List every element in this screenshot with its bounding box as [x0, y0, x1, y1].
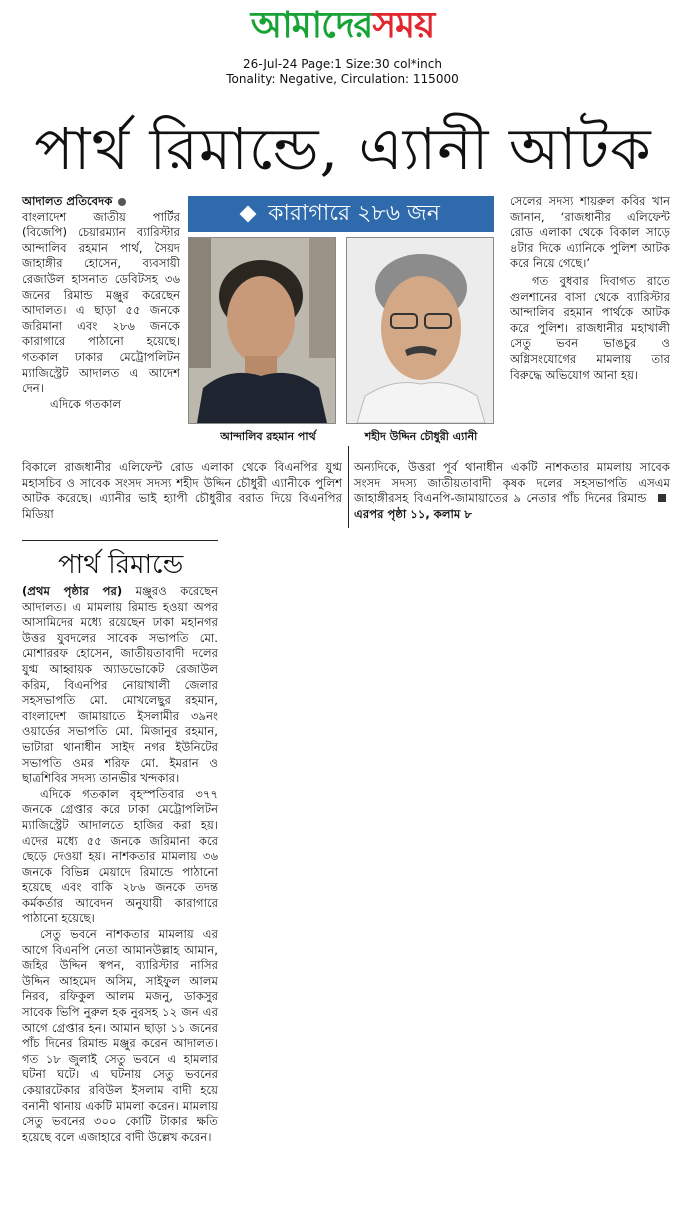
diamond-icon	[240, 206, 257, 223]
clipping-meta-line1: 26-Jul-24 Page:1 Size:30 col*inch	[243, 57, 442, 71]
continuation-column	[22, 584, 218, 1145]
paragraph: গত বুধবার দিবাগত রাতে গুলশানের বাসা থেকে ব্যারিস্টার আন্দালিব রহমান পার্থকে আটক করে পুলিশ। রাজধানীর মহাখালী সেতু ভবন ভাঙচুর ও অগ্নিসংযোগের মামলায় তার বিরুদ্ধে অভিযোগ আনা হয়।	[510, 273, 670, 382]
jump-line: এরপর পৃষ্ঠা ১১, কলাম ৮	[354, 506, 472, 521]
square-bullet-icon	[658, 494, 666, 502]
continuation-title: পার্থ রিমান্ডে	[58, 550, 184, 580]
article-column-1	[22, 194, 180, 412]
section-rule	[22, 540, 218, 541]
masthead-part2: সময়	[372, 4, 435, 46]
paragraph: সেলের সদস্য শায়রুল কবির খান জানান, ‘রাজধানীর এলিফেন্ট রোড এলাকা থেকে বিকাল সাড়ে ৪টার দিকে এ্যানিকে পুলিশ আটক করে নিয়ে গেছে।’	[510, 194, 670, 271]
byline-text: আদালত প্রতিবেদক	[22, 194, 113, 208]
paragraph-text: মঞ্জুরও করেছেন আদালত। এ মামলায় রিমান্ড হওয়া অপর আসামিদের মধ্যে রয়েছেন ঢাকা মহানগর উত্তর যুবদলের সাবেক সভাপতি মো. মোশাররফ হোসেন, জাতীয়তাবাদী দলের যুগ্ম আহ্বায়ক অ্যাডভোকেট রেজাউল করিম, বিএনপির নোয়াখালী জেলার সহসভাপতি মো. মোখলেছুর রহমান, বাংলাদেশ জামায়াতে ইসলামীর ৩৯নং ওয়ার্ডের সভাপতি মো. মিজানুর রহমান, ভাটারা থানাধীন সাইদ নগর ইউনিটের সভাপতি ওমর শরিফ মো. ইমরান ও ছাত্রশিবির সদস্য তানভীর খন্দকার।	[22, 584, 218, 786]
article-wide-left: বিকালে রাজধানীর এলিফেন্ট রোড এলাকা থেকে বিএনপির যুগ্ম মহাসচিব ও সাবেক সংসদ সদস্য শহীদ উদ্দিন চৌধুরী এ্যানীকে পুলিশ আটক করেছে। এ্যানীর ভাই হ্যাপী চৌধুরীর বরাত দিয়ে বিএনপির মিডিয়া	[22, 460, 342, 521]
paragraph: বাংলাদেশ জাতীয় পার্টির (বিজেপি) চেয়ারম্যান ব্যারিস্টার আন্দালিব রহমান পার্থ, সৈয়দ জাহাঙ্গীর হোসেন, ব্যবসায়ী রেজাউল হাসনাত ডেবিটসহ ৩৬ জনের রিমান্ড মঞ্জুর করেছেন আদালত। এ ছাড়া ৫৫ জনকে জরিমানা এবং ২৮৬ জনকে কারাগারে পাঠানো হয়েছে। গতকাল ঢাকার মেট্রোপলিটন ম্যাজিস্ট্রেট আদালত এ আদেশ দেন।	[22, 209, 180, 396]
byline	[22, 194, 180, 210]
column-divider	[348, 446, 349, 528]
photo-caption-right: শহীদ উদ্দিন চৌধুরী এ্যানী	[364, 430, 478, 443]
photo-andalib-rahman-partho	[188, 237, 336, 424]
article-headline: পার্থ রিমান্ডে, এ্যানী আটক	[34, 115, 652, 183]
article-wide-right	[354, 460, 670, 522]
bullet-icon	[118, 198, 126, 206]
newspaper-masthead	[0, 0, 685, 50]
article-column-3	[510, 194, 670, 383]
continuation-lead: (প্রথম পৃষ্ঠার পর)	[22, 584, 123, 598]
paragraph: সেতু ভবনে নাশকতার মামলায় এর আগে বিএনপি নেতা আমানউল্লাহ আমান, জহির উদ্দিন স্বপন, ব্যারিস্টার নাসির উদ্দিন আহমেদ অসিম, সাইফুল আলম নিরব, রফিকুল আলম মজনু, ডাকসুর সাবেক ভিপি নুরুল হক নুরসহ ১২ জন এর আগে গ্রেপ্তার হন। আমান ছাড়া ১১ জনের পাঁচ দিনের রিমান্ড মঞ্জুর করেন আদালত। গত ১৮ জুলাই সেতু ভবনে এ হামলার ঘটনা ঘটে। এ ঘটনায় সেতু ভবনের কেয়ারটেকার রবিউল ইসলাম বাদী হয়ে বনানী থানায় একটি মামলা করেন। মামলায় সেতু ভবনের ৩০০ কোটি টাকার ক্ষতি হয়েছে বলে এজাহারে বাদী উল্লেখ করেন।	[22, 927, 218, 1144]
clipping-meta-line2: Tonality: Negative, Circulation: 115000	[226, 72, 459, 86]
paragraph: অন্যদিকে, উত্তরা পূর্ব থানাধীন একটি নাশকতার মামলায় সাবেক সংসদ সদস্য জাতীয়তাবাদী কৃষক দলের সহসভাপতি এসএম জাহাঙ্গীরসহ বিএনপি-জামায়াতের ৯ নেতার পাঁচ দিনের রিমান্ড	[354, 460, 670, 506]
portrait-illustration	[189, 238, 335, 423]
kicker-banner	[188, 196, 494, 232]
masthead-part1: আমাদের	[250, 4, 373, 46]
portrait-illustration	[347, 238, 493, 423]
kicker-text: কারাগারে ২৮৬ জন	[268, 201, 440, 226]
photo-shahid-uddin-chowdhury-annie	[346, 237, 494, 424]
paragraph: এদিকে গতকাল	[50, 396, 122, 411]
paragraph: এদিকে গতকাল বৃহস্পতিবার ৩৭৭ জনকে গ্রেপ্তার করে ঢাকা মেট্রোপলিটন ম্যাজিস্ট্রেট আদালতে হাজির করা হয়। এদের মধ্যে ৫৫ জনকে জরিমানা করে ছেড়ে দেওয়া হয়। নাশকতার মামলায় ৩৬ জনকে বিভিন্ন মেয়াদে রিমান্ডে পাঠানো হয়েছে এবং বাকি ২৮৬ জনকে তদন্ত কর্মকর্তার আবেদন অনুযায়ী কারাগারে পাঠানো হয়েছে।	[22, 786, 218, 926]
paragraph	[22, 584, 218, 787]
photo-caption-left: আন্দালিব রহমান পার্থ	[220, 430, 316, 443]
